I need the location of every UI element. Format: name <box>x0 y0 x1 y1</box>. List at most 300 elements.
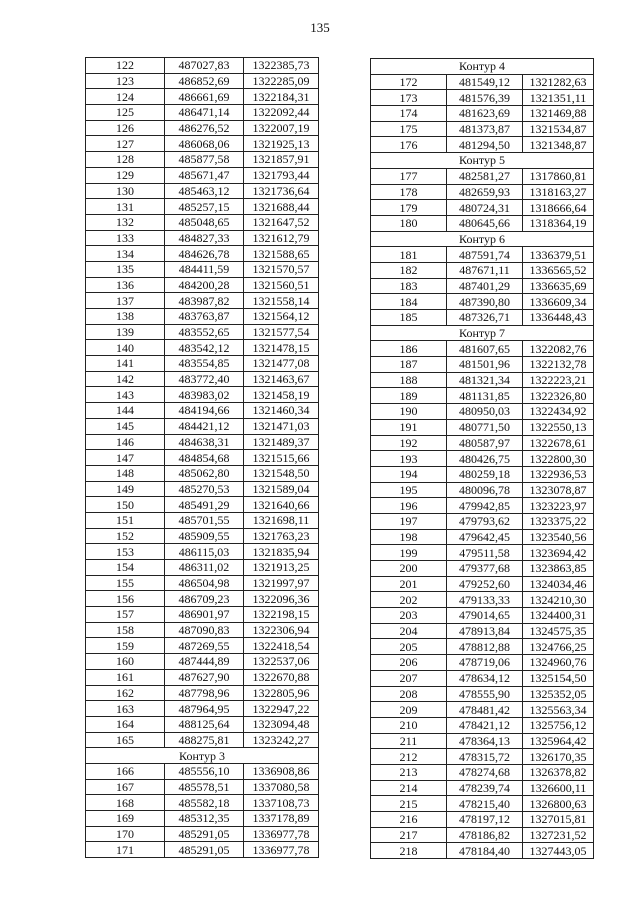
x-coordinate-cell: 478364,13 <box>447 733 523 749</box>
x-coordinate-cell: 480426,75 <box>447 451 523 467</box>
y-coordinate-cell: 1321997,97 <box>244 575 319 591</box>
table-row <box>371 608 594 624</box>
y-coordinate-cell: 1327443,05 <box>523 843 594 859</box>
table-row <box>86 309 319 325</box>
x-coordinate-cell: 487798,96 <box>165 685 244 701</box>
contour-label: Контур 7 <box>371 325 594 341</box>
table-row <box>371 843 594 859</box>
x-coordinate-cell: 487401,29 <box>447 278 523 294</box>
point-number-cell: 180 <box>371 215 447 231</box>
table-row <box>86 779 319 795</box>
x-coordinate-cell: 487627,90 <box>165 669 244 685</box>
x-coordinate-cell: 480724,31 <box>447 200 523 216</box>
table-row <box>371 812 594 828</box>
point-number-cell: 164 <box>86 716 165 732</box>
table-row <box>86 387 319 403</box>
table-row <box>371 372 594 388</box>
y-coordinate-cell: 1321469,88 <box>523 106 594 122</box>
point-number-cell: 151 <box>86 512 165 528</box>
table-row <box>371 106 594 122</box>
y-coordinate-cell: 1321589,04 <box>244 481 319 497</box>
point-number-cell: 211 <box>371 733 447 749</box>
y-coordinate-cell: 1323540,56 <box>523 529 594 545</box>
x-coordinate-cell: 488275,81 <box>165 732 244 748</box>
point-number-cell: 214 <box>371 780 447 796</box>
y-coordinate-cell: 1323094,48 <box>244 716 319 732</box>
x-coordinate-cell: 481549,12 <box>447 74 523 90</box>
x-coordinate-cell: 487671,11 <box>447 262 523 278</box>
point-number-cell: 208 <box>371 686 447 702</box>
y-coordinate-cell: 1322805,96 <box>244 685 319 701</box>
table-row <box>86 418 319 434</box>
table-row <box>86 512 319 528</box>
point-number-cell: 125 <box>86 105 165 121</box>
y-coordinate-cell: 1321688,44 <box>244 199 319 215</box>
y-coordinate-cell: 1324766,25 <box>523 639 594 655</box>
y-coordinate-cell: 1321913,25 <box>244 560 319 576</box>
x-coordinate-cell: 486901,97 <box>165 607 244 623</box>
table-row <box>86 356 319 372</box>
point-number-cell: 187 <box>371 357 447 373</box>
table-row <box>86 324 319 340</box>
x-coordinate-cell: 485062,80 <box>165 465 244 481</box>
y-coordinate-cell: 1336565,52 <box>523 262 594 278</box>
x-coordinate-cell: 485270,53 <box>165 481 244 497</box>
point-number-cell: 198 <box>371 529 447 545</box>
x-coordinate-cell: 486504,98 <box>165 575 244 591</box>
x-coordinate-cell: 486115,03 <box>165 544 244 560</box>
table-row <box>86 167 319 183</box>
x-coordinate-cell: 486661,69 <box>165 89 244 105</box>
table-row <box>86 58 319 74</box>
point-number-cell: 144 <box>86 403 165 419</box>
y-coordinate-cell: 1321647,52 <box>244 214 319 230</box>
y-coordinate-cell: 1323694,42 <box>523 545 594 561</box>
x-coordinate-cell: 482659,93 <box>447 184 523 200</box>
point-number-cell: 129 <box>86 167 165 183</box>
x-coordinate-cell: 487591,74 <box>447 247 523 263</box>
table-row <box>86 230 319 246</box>
contour-label: Контур 4 <box>371 59 594 75</box>
y-coordinate-cell: 1321577,54 <box>244 324 319 340</box>
table-row <box>86 497 319 513</box>
point-number-cell: 148 <box>86 465 165 481</box>
x-coordinate-cell: 486068,06 <box>165 136 244 152</box>
y-coordinate-cell: 1322223,21 <box>523 372 594 388</box>
y-coordinate-cell: 1322678,61 <box>523 435 594 451</box>
x-coordinate-cell: 480645,66 <box>447 215 523 231</box>
point-number-cell: 199 <box>371 545 447 561</box>
y-coordinate-cell: 1321698,11 <box>244 512 319 528</box>
y-coordinate-cell: 1323223,97 <box>523 498 594 514</box>
x-coordinate-cell: 480096,78 <box>447 482 523 498</box>
point-number-cell: 195 <box>371 482 447 498</box>
point-number-cell: 185 <box>371 310 447 326</box>
table-row <box>371 702 594 718</box>
x-coordinate-cell: 487444,89 <box>165 654 244 670</box>
y-coordinate-cell: 1322537,06 <box>244 654 319 670</box>
x-coordinate-cell: 484854,68 <box>165 450 244 466</box>
table-row <box>86 591 319 607</box>
table-row <box>371 90 594 106</box>
contour-header-row <box>371 59 594 75</box>
x-coordinate-cell: 485582,18 <box>165 795 244 811</box>
table-row <box>371 419 594 435</box>
point-number-cell: 152 <box>86 528 165 544</box>
x-coordinate-cell: 478274,68 <box>447 764 523 780</box>
point-number-cell: 143 <box>86 387 165 403</box>
x-coordinate-cell: 485877,58 <box>165 152 244 168</box>
x-coordinate-cell: 485291,05 <box>165 826 244 842</box>
y-coordinate-cell: 1324400,31 <box>523 608 594 624</box>
y-coordinate-cell: 1325756,12 <box>523 717 594 733</box>
table-row <box>86 826 319 842</box>
y-coordinate-cell: 1336908,86 <box>244 763 319 779</box>
y-coordinate-cell: 1322132,78 <box>523 357 594 373</box>
table-row <box>371 513 594 529</box>
point-number-cell: 203 <box>371 608 447 624</box>
y-coordinate-cell: 1326800,63 <box>523 796 594 812</box>
point-number-cell: 200 <box>371 561 447 577</box>
x-coordinate-cell: 480950,03 <box>447 404 523 420</box>
coordinates-table-right <box>370 58 594 859</box>
table-row <box>371 262 594 278</box>
x-coordinate-cell: 483772,40 <box>165 371 244 387</box>
x-coordinate-cell: 478239,74 <box>447 780 523 796</box>
y-coordinate-cell: 1322550,13 <box>523 419 594 435</box>
y-coordinate-cell: 1325352,05 <box>523 686 594 702</box>
point-number-cell: 127 <box>86 136 165 152</box>
x-coordinate-cell: 479133,33 <box>447 592 523 608</box>
x-coordinate-cell: 484194,66 <box>165 403 244 419</box>
x-coordinate-cell: 483987,82 <box>165 293 244 309</box>
y-coordinate-cell: 1321463,67 <box>244 371 319 387</box>
point-number-cell: 171 <box>86 842 165 858</box>
point-number-cell: 206 <box>371 655 447 671</box>
table-row <box>371 482 594 498</box>
y-coordinate-cell: 1322306,94 <box>244 622 319 638</box>
table-row <box>371 435 594 451</box>
table-row <box>371 215 594 231</box>
point-number-cell: 218 <box>371 843 447 859</box>
y-coordinate-cell: 1326378,82 <box>523 764 594 780</box>
contour-header-row <box>371 325 594 341</box>
point-number-cell: 212 <box>371 749 447 765</box>
y-coordinate-cell: 1326170,35 <box>523 749 594 765</box>
table-row <box>86 450 319 466</box>
table-row <box>86 842 319 858</box>
x-coordinate-cell: 488125,64 <box>165 716 244 732</box>
contour-header-row <box>86 748 319 764</box>
point-number-cell: 133 <box>86 230 165 246</box>
x-coordinate-cell: 487390,80 <box>447 294 523 310</box>
point-number-cell: 141 <box>86 356 165 372</box>
point-number-cell: 190 <box>371 404 447 420</box>
y-coordinate-cell: 1322096,36 <box>244 591 319 607</box>
y-coordinate-cell: 1323078,87 <box>523 482 594 498</box>
x-coordinate-cell: 485048,65 <box>165 214 244 230</box>
x-coordinate-cell: 480587,97 <box>447 435 523 451</box>
y-coordinate-cell: 1321458,19 <box>244 387 319 403</box>
y-coordinate-cell: 1318666,64 <box>523 200 594 216</box>
point-number-cell: 130 <box>86 183 165 199</box>
y-coordinate-cell: 1327231,52 <box>523 827 594 843</box>
table-row <box>86 622 319 638</box>
point-number-cell: 156 <box>86 591 165 607</box>
point-number-cell: 169 <box>86 811 165 827</box>
x-coordinate-cell: 485491,29 <box>165 497 244 513</box>
point-number-cell: 197 <box>371 513 447 529</box>
table-row <box>86 528 319 544</box>
left-table-body <box>86 58 319 858</box>
y-coordinate-cell: 1321534,87 <box>523 121 594 137</box>
point-number-cell: 124 <box>86 89 165 105</box>
point-number-cell: 175 <box>371 121 447 137</box>
contour-label: Контур 3 <box>86 748 319 764</box>
table-row <box>86 669 319 685</box>
x-coordinate-cell: 479942,85 <box>447 498 523 514</box>
table-row <box>371 670 594 686</box>
point-number-cell: 161 <box>86 669 165 685</box>
point-number-cell: 165 <box>86 732 165 748</box>
y-coordinate-cell: 1321558,14 <box>244 293 319 309</box>
x-coordinate-cell: 484626,78 <box>165 246 244 262</box>
x-coordinate-cell: 484421,12 <box>165 418 244 434</box>
table-row <box>371 168 594 184</box>
x-coordinate-cell: 486471,14 <box>165 105 244 121</box>
x-coordinate-cell: 483542,12 <box>165 340 244 356</box>
x-coordinate-cell: 482581,27 <box>447 168 523 184</box>
x-coordinate-cell: 481576,39 <box>447 90 523 106</box>
x-coordinate-cell: 479793,62 <box>447 513 523 529</box>
table-row <box>371 764 594 780</box>
x-coordinate-cell: 481294,50 <box>447 137 523 153</box>
table-row <box>371 655 594 671</box>
y-coordinate-cell: 1321348,87 <box>523 137 594 153</box>
x-coordinate-cell: 486852,69 <box>165 73 244 89</box>
y-coordinate-cell: 1326600,11 <box>523 780 594 796</box>
table-row <box>86 716 319 732</box>
x-coordinate-cell: 487027,83 <box>165 58 244 74</box>
table-row <box>371 451 594 467</box>
table-row <box>86 575 319 591</box>
point-number-cell: 181 <box>371 247 447 263</box>
contour-label: Контур 5 <box>371 153 594 169</box>
y-coordinate-cell: 1321570,57 <box>244 261 319 277</box>
table-row <box>371 294 594 310</box>
y-coordinate-cell: 1327015,81 <box>523 812 594 828</box>
point-number-cell: 182 <box>371 262 447 278</box>
point-number-cell: 122 <box>86 58 165 74</box>
point-number-cell: 209 <box>371 702 447 718</box>
point-number-cell: 146 <box>86 434 165 450</box>
point-number-cell: 168 <box>86 795 165 811</box>
x-coordinate-cell: 479642,45 <box>447 529 523 545</box>
x-coordinate-cell: 478215,40 <box>447 796 523 812</box>
table-row <box>371 686 594 702</box>
y-coordinate-cell: 1322184,31 <box>244 89 319 105</box>
table-row <box>86 105 319 121</box>
y-coordinate-cell: 1321793,44 <box>244 167 319 183</box>
y-coordinate-cell: 1336635,69 <box>523 278 594 294</box>
point-number-cell: 192 <box>371 435 447 451</box>
point-number-cell: 184 <box>371 294 447 310</box>
x-coordinate-cell: 484200,28 <box>165 277 244 293</box>
y-coordinate-cell: 1321857,91 <box>244 152 319 168</box>
y-coordinate-cell: 1325154,50 <box>523 670 594 686</box>
x-coordinate-cell: 487964,95 <box>165 701 244 717</box>
x-coordinate-cell: 478481,42 <box>447 702 523 718</box>
table-row <box>86 654 319 670</box>
y-coordinate-cell: 1317860,81 <box>523 168 594 184</box>
table-row <box>86 246 319 262</box>
x-coordinate-cell: 481373,87 <box>447 121 523 137</box>
x-coordinate-cell: 485909,55 <box>165 528 244 544</box>
point-number-cell: 204 <box>371 623 447 639</box>
x-coordinate-cell: 478184,40 <box>447 843 523 859</box>
point-number-cell: 163 <box>86 701 165 717</box>
point-number-cell: 217 <box>371 827 447 843</box>
x-coordinate-cell: 485701,55 <box>165 512 244 528</box>
table-row <box>371 623 594 639</box>
table-row <box>371 749 594 765</box>
table-row <box>371 404 594 420</box>
x-coordinate-cell: 485257,15 <box>165 199 244 215</box>
x-coordinate-cell: 485578,51 <box>165 779 244 795</box>
point-number-cell: 189 <box>371 388 447 404</box>
table-row <box>371 388 594 404</box>
x-coordinate-cell: 483983,02 <box>165 387 244 403</box>
y-coordinate-cell: 1321588,65 <box>244 246 319 262</box>
x-coordinate-cell: 483763,87 <box>165 309 244 325</box>
table-row <box>86 73 319 89</box>
y-coordinate-cell: 1321477,08 <box>244 356 319 372</box>
table-row <box>371 780 594 796</box>
table-row <box>86 481 319 497</box>
table-row <box>86 434 319 450</box>
table-row <box>371 184 594 200</box>
point-number-cell: 202 <box>371 592 447 608</box>
y-coordinate-cell: 1322198,15 <box>244 607 319 623</box>
table-row <box>371 529 594 545</box>
point-number-cell: 150 <box>86 497 165 513</box>
y-coordinate-cell: 1337178,89 <box>244 811 319 827</box>
point-number-cell: 191 <box>371 419 447 435</box>
point-number-cell: 128 <box>86 152 165 168</box>
table-row <box>371 733 594 749</box>
table-row <box>371 200 594 216</box>
x-coordinate-cell: 487269,55 <box>165 638 244 654</box>
point-number-cell: 177 <box>371 168 447 184</box>
table-row <box>371 498 594 514</box>
table-row <box>371 545 594 561</box>
x-coordinate-cell: 485463,12 <box>165 183 244 199</box>
point-number-cell: 193 <box>371 451 447 467</box>
contour-header-row <box>371 231 594 247</box>
x-coordinate-cell: 483552,65 <box>165 324 244 340</box>
point-number-cell: 172 <box>371 74 447 90</box>
y-coordinate-cell: 1324960,76 <box>523 655 594 671</box>
x-coordinate-cell: 479014,65 <box>447 608 523 624</box>
table-row <box>86 701 319 717</box>
x-coordinate-cell: 481131,85 <box>447 388 523 404</box>
y-coordinate-cell: 1336977,78 <box>244 826 319 842</box>
x-coordinate-cell: 481623,69 <box>447 106 523 122</box>
table-row <box>86 277 319 293</box>
table-row <box>86 638 319 654</box>
point-number-cell: 134 <box>86 246 165 262</box>
x-coordinate-cell: 478913,84 <box>447 623 523 639</box>
x-coordinate-cell: 478186,82 <box>447 827 523 843</box>
y-coordinate-cell: 1321612,79 <box>244 230 319 246</box>
point-number-cell: 170 <box>86 826 165 842</box>
y-coordinate-cell: 1336977,78 <box>244 842 319 858</box>
y-coordinate-cell: 1323242,27 <box>244 732 319 748</box>
point-number-cell: 166 <box>86 763 165 779</box>
y-coordinate-cell: 1322947,22 <box>244 701 319 717</box>
point-number-cell: 136 <box>86 277 165 293</box>
x-coordinate-cell: 478812,88 <box>447 639 523 655</box>
table-row <box>86 811 319 827</box>
contour-header-row <box>371 153 594 169</box>
y-coordinate-cell: 1322800,30 <box>523 451 594 467</box>
y-coordinate-cell: 1321548,50 <box>244 465 319 481</box>
table-row <box>86 371 319 387</box>
table-row <box>86 544 319 560</box>
x-coordinate-cell: 478197,12 <box>447 812 523 828</box>
contour-label: Контур 6 <box>371 231 594 247</box>
point-number-cell: 135 <box>86 261 165 277</box>
point-number-cell: 132 <box>86 214 165 230</box>
y-coordinate-cell: 1321560,51 <box>244 277 319 293</box>
point-number-cell: 138 <box>86 309 165 325</box>
table-row <box>86 183 319 199</box>
point-number-cell: 123 <box>86 73 165 89</box>
x-coordinate-cell: 484827,33 <box>165 230 244 246</box>
point-number-cell: 131 <box>86 199 165 215</box>
x-coordinate-cell: 478421,12 <box>447 717 523 733</box>
y-coordinate-cell: 1336609,34 <box>523 294 594 310</box>
table-row <box>371 576 594 592</box>
point-number-cell: 157 <box>86 607 165 623</box>
x-coordinate-cell: 478634,12 <box>447 670 523 686</box>
y-coordinate-cell: 1322285,09 <box>244 73 319 89</box>
y-coordinate-cell: 1321736,64 <box>244 183 319 199</box>
point-number-cell: 162 <box>86 685 165 701</box>
table-row <box>371 827 594 843</box>
point-number-cell: 140 <box>86 340 165 356</box>
point-number-cell: 155 <box>86 575 165 591</box>
x-coordinate-cell: 485671,47 <box>165 167 244 183</box>
y-coordinate-cell: 1322092,44 <box>244 105 319 121</box>
point-number-cell: 153 <box>86 544 165 560</box>
table-row <box>86 261 319 277</box>
x-coordinate-cell: 483554,85 <box>165 356 244 372</box>
table-row <box>371 310 594 326</box>
point-number-cell: 210 <box>371 717 447 733</box>
table-row <box>371 796 594 812</box>
point-number-cell: 159 <box>86 638 165 654</box>
point-number-cell: 142 <box>86 371 165 387</box>
x-coordinate-cell: 485556,10 <box>165 763 244 779</box>
x-coordinate-cell: 481607,65 <box>447 341 523 357</box>
table-row <box>371 357 594 373</box>
y-coordinate-cell: 1321282,63 <box>523 74 594 90</box>
point-number-cell: 145 <box>86 418 165 434</box>
x-coordinate-cell: 479377,68 <box>447 561 523 577</box>
y-coordinate-cell: 1322936,53 <box>523 466 594 482</box>
table-row <box>86 340 319 356</box>
